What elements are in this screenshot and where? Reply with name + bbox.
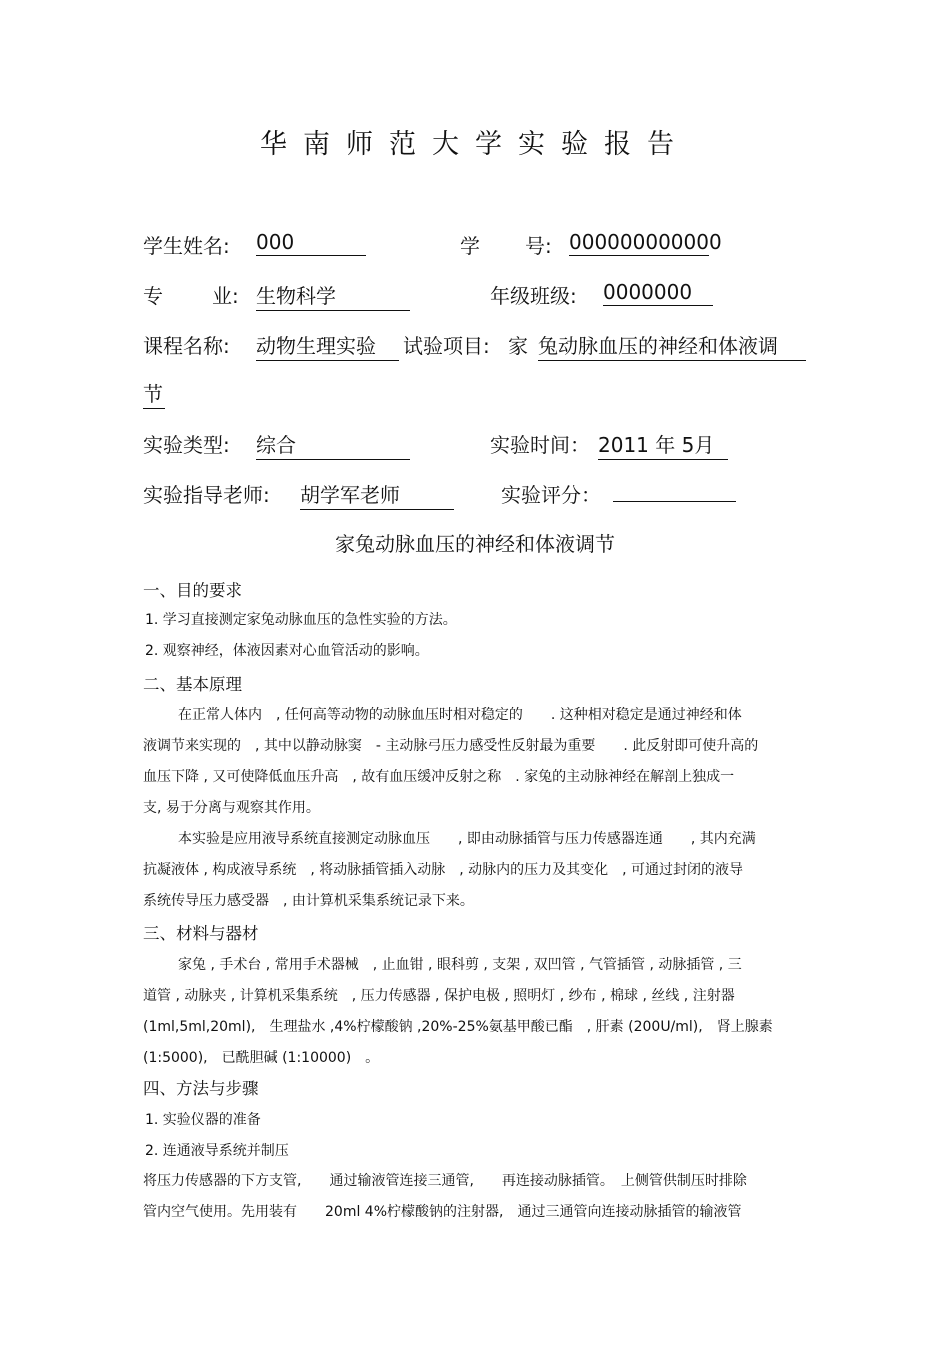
- major-value: 生物科学: [256, 280, 410, 311]
- section-3-title: 三、材料与器材: [143, 924, 259, 943]
- section-2-para-1-line-2: 液调节来实现的 , 其中以静动脉窦 - 主动脉弓压力感受性反射最为重要 . 此反射即可使升高的: [143, 738, 759, 754]
- project-value-prefix: 家: [508, 334, 528, 358]
- section-3-line-3: (1ml,5ml,20ml), 生理盐水 ,4%柠檬酸钠 ,20%-25%氨基甲酸已酯 , 肝素 (200U/ml), 肾上腺素: [143, 1019, 773, 1035]
- course-label: 课程名称:: [143, 334, 230, 358]
- section-2-para-2-line-3: 系统传导压力感受器 , 由计算机采集系统记录下来。: [143, 893, 474, 909]
- section-2-title: 二、基本原理: [143, 675, 242, 694]
- project-value-continued: 节: [143, 378, 165, 409]
- section-1-title: 一、目的要求: [143, 581, 242, 600]
- report-title: 华南师范大学实验报告: [260, 129, 690, 160]
- section-2-para-1-line-4: 支, 易于分离与观察其作用。: [143, 800, 320, 816]
- section-1-item-1: 1. 学习直接测定家兔动脉血压的急性实验的方法。: [145, 612, 457, 628]
- section-2-para-2-line-1: 本实验是应用液导系统直接测定动脉血压 , 即由动脉插管与压力传感器连通 , 其内充满: [178, 831, 756, 847]
- project-value: 兔动脉血压的神经和体液调: [538, 330, 806, 361]
- section-2-para-1-line-3: 血压下降 , 又可使降低血压升高 , 故有血压缓冲反射之称 . 家兔的主动脉神经在解剖上独成一: [143, 769, 735, 785]
- section-1-item-2: 2. 观察神经，体液因素对心血管活动的影响。: [145, 643, 429, 659]
- section-3-line-2: 道管 , 动脉夹 , 计算机采集系统 , 压力传感器 , 保护电极 , 照明灯 , 纱布 , 棉球 , 丝线 , 注射器: [143, 988, 735, 1004]
- type-label: 实验类型:: [143, 433, 230, 457]
- section-4-title: 四、方法与步骤: [143, 1079, 259, 1098]
- student-id-label-2: 号:: [525, 234, 552, 258]
- time-value: 2011 年 5月: [598, 429, 728, 460]
- student-id-value: 000000000000: [569, 230, 722, 254]
- time-label: 实验时间：: [490, 433, 590, 457]
- section-4-line-2: 管内空气使用。先用装有 20ml 4%柠檬酸钠的注射器, 通过三通管向连接动脉插管的输液管: [143, 1204, 742, 1220]
- student-name-label: 学生姓名:: [143, 234, 230, 258]
- section-4-item-1: 1. 实验仪器的准备: [145, 1112, 261, 1128]
- teacher-value: 胡学军老师: [300, 479, 454, 510]
- student-name-value: 000: [256, 230, 366, 256]
- class-label: 年级班级:: [490, 284, 577, 308]
- course-value: 动物生理实验: [256, 330, 399, 361]
- class-value: 0000000: [603, 280, 713, 306]
- major-label-2: 业:: [212, 284, 239, 308]
- section-3-line-4: (1:5000), 已酰胆碱 (1:10000) 。: [143, 1050, 380, 1066]
- section-3-line-1: 家兔 , 手术台 , 常用手术器械 , 止血钳 , 眼科剪 , 支架 , 双凹管 , 气管插管 , 动脉插管 , 三: [178, 957, 742, 973]
- student-id-label-1: 学: [460, 234, 480, 258]
- teacher-label: 实验指导老师:: [143, 483, 270, 507]
- type-value: 综合: [256, 429, 410, 460]
- major-label-1: 专: [143, 284, 163, 308]
- section-4-item-2: 2. 连通液导系统并制压: [145, 1143, 289, 1159]
- section-2-para-1-line-1: 在正常人体内 , 任何高等动物的动脉血压时相对稳定的 . 这种相对稳定是通过神经和体: [178, 707, 742, 723]
- section-2-para-2-line-2: 抗凝液体 , 构成液导系统 , 将动脉插管插入动脉 , 动脉内的压力及其变化 , 可通过封闭的液导: [143, 862, 744, 878]
- score-label: 实验评分：: [501, 483, 601, 507]
- document-heading: 家兔动脉血压的神经和体液调节: [335, 532, 615, 556]
- score-blank: [613, 501, 736, 502]
- project-label: 试验项目:: [403, 334, 490, 358]
- section-4-line-1: 将压力传感器的下方支管, 通过输液管连接三通管, 再连接动脉插管。 上侧管供制压时排除: [143, 1173, 747, 1189]
